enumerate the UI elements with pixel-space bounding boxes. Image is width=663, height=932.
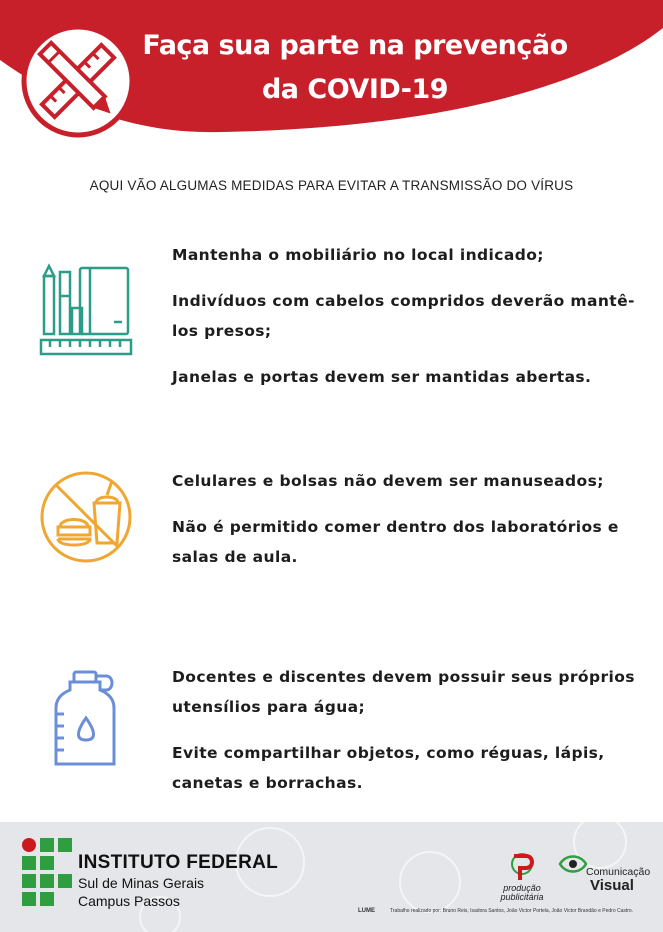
partner-visual-text: Visual (590, 877, 634, 894)
footer (0, 822, 663, 932)
credits-text: Trabalho realizado por: Bruno Reis, Isadora Santos, João Victor Portela, João Victor Brandão e Pedro Castro. (390, 908, 634, 914)
page-title (120, 24, 590, 112)
measure-group-2 (172, 466, 642, 588)
school-supplies-icon (38, 262, 134, 360)
lume-logo: LUME (358, 908, 375, 914)
measure-text: Indivíduos com cabelos compridos deverão mantê-los presos; (172, 292, 635, 340)
institution-name: INSTITUTO FEDERAL (78, 852, 279, 873)
no-food-icon (38, 469, 134, 565)
measure-text: Celulares e bolsas não devem ser manuseados; (172, 472, 604, 490)
measure-text: Docentes e discentes devem possuir seus próprios utensílios para água; (172, 668, 635, 716)
measure-text: Mantenha o mobiliário no local indicado; (172, 246, 544, 264)
institution-campus: Campus Passos (78, 893, 180, 909)
producao-publicitaria-logo (492, 852, 552, 884)
title-line-2: da COVID-19 (261, 74, 449, 105)
partner-comunicacao-text: Comunicação (586, 866, 651, 878)
measure-group-1 (172, 240, 642, 408)
institution-region: Sul de Minas Gerais (78, 875, 205, 891)
comunicacao-visual-logo (558, 854, 588, 874)
measure-text: Não é permitido comer dentro dos laboratórios e salas de aula. (172, 518, 619, 566)
title-line-1: Faça sua parte na prevenção (142, 30, 568, 61)
institution-name-block (78, 852, 278, 910)
partner-producao-text: produção publicitária (500, 883, 544, 902)
institute-logo (22, 838, 72, 912)
measure-text: Janelas e portas devem ser mantidas abertas. (172, 368, 592, 386)
measure-text: Evite compartilhar objetos, como réguas, lápis, canetas e borrachas. (172, 744, 605, 792)
measure-group-3 (172, 662, 642, 814)
subtitle: AQUI VÃO ALGUMAS MEDIDAS PARA EVITAR A TRANSMISSÃO DO VÍRUS (89, 178, 574, 193)
water-bottle-icon (52, 668, 122, 772)
